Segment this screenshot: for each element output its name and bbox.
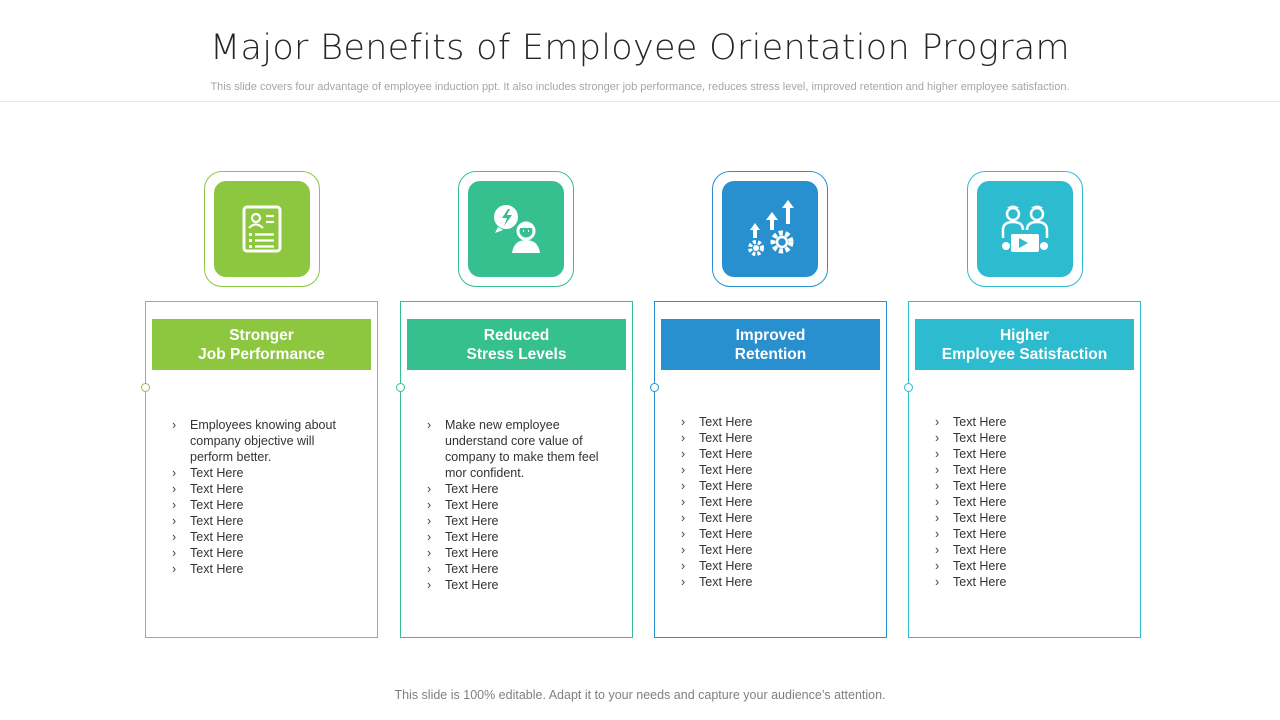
list-item: › Text Here xyxy=(172,497,352,513)
icon-frame-stress-levels xyxy=(458,171,574,287)
resume-document-icon xyxy=(239,204,285,254)
connector-dot xyxy=(141,383,150,392)
list-item: › Text Here xyxy=(935,478,1115,494)
list-item: › Text Here xyxy=(935,558,1115,574)
list-item: › Text Here xyxy=(172,513,352,529)
list-item: › Text Here xyxy=(427,513,607,529)
list-item: › Text Here xyxy=(427,561,607,577)
list-item: › Text Here xyxy=(681,414,861,430)
list-item: › Text Here xyxy=(935,510,1115,526)
card-retention xyxy=(654,301,887,638)
list-item: › Text Here xyxy=(172,561,352,577)
list-item: › Text Here xyxy=(427,529,607,545)
list-item: › Text Here xyxy=(681,574,861,590)
list-item: › Make new employee understand core value of company to make them feel mor confident. xyxy=(427,417,607,481)
list-item: › Text Here xyxy=(681,446,861,462)
slide-title: Major Benefits of Employee Orientation Program xyxy=(210,28,1070,68)
slide-subtitle: This slide covers four advantage of employee induction ppt. It also includes stronger job performance, reduces stress level, improved retention and higher employee satisfaction. xyxy=(210,81,1070,93)
list-item: › Text Here xyxy=(935,430,1115,446)
card-heading: Reduced Stress Levels xyxy=(407,319,626,370)
list-item: › Text Here xyxy=(935,574,1115,590)
connector-dot xyxy=(650,383,659,392)
gears-growth-arrows-icon xyxy=(740,200,800,258)
list-item: › Text Here xyxy=(427,497,607,513)
bullet-list xyxy=(172,417,352,577)
list-item: › Text Here xyxy=(681,478,861,494)
list-item: › Text Here xyxy=(172,465,352,481)
connector-dot xyxy=(396,383,405,392)
list-item: › Text Here xyxy=(681,526,861,542)
list-item: › Text Here xyxy=(172,545,352,561)
card-heading: Improved Retention xyxy=(661,319,880,370)
list-item: › Text Here xyxy=(935,542,1115,558)
list-item: › Text Here xyxy=(172,481,352,497)
connector-dot xyxy=(904,383,913,392)
list-item: › Text Here xyxy=(681,462,861,478)
list-item: › Text Here xyxy=(935,446,1115,462)
list-item: › Text Here xyxy=(681,430,861,446)
list-item: › Text Here xyxy=(427,481,607,497)
list-item: › Employees knowing about company objective will perform better. xyxy=(172,417,352,465)
list-item: › Text Here xyxy=(427,545,607,561)
bullet-list xyxy=(681,414,861,590)
list-item: › Text Here xyxy=(681,510,861,526)
list-item: › Text Here xyxy=(935,462,1115,478)
list-item: › Text Here xyxy=(935,494,1115,510)
icon-tile-stress-levels xyxy=(468,181,564,277)
icon-tile-satisfaction xyxy=(977,181,1073,277)
icon-frame-satisfaction xyxy=(967,171,1083,287)
list-item: › Text Here xyxy=(172,529,352,545)
card-heading: Higher Employee Satisfaction xyxy=(915,319,1134,370)
list-item: › Text Here xyxy=(427,577,607,593)
list-item: › Text Here xyxy=(935,414,1115,430)
list-item: › Text Here xyxy=(681,542,861,558)
list-item: › Text Here xyxy=(681,558,861,574)
bullet-list xyxy=(935,414,1115,590)
icon-tile-job-performance xyxy=(214,181,310,277)
team-presentation-icon xyxy=(997,202,1053,256)
list-item: › Text Here xyxy=(681,494,861,510)
slide-footer: This slide is 100% editable. Adapt it to your needs and capture your audience’s attention. xyxy=(394,688,886,702)
stressed-person-icon xyxy=(488,201,544,257)
icon-tile-retention xyxy=(722,181,818,277)
bullet-list xyxy=(427,417,607,593)
card-stress-levels xyxy=(400,301,633,638)
card-satisfaction xyxy=(908,301,1141,638)
icon-frame-retention xyxy=(712,171,828,287)
icon-frame-job-performance xyxy=(204,171,320,287)
list-item: › Text Here xyxy=(935,526,1115,542)
header-divider xyxy=(0,101,1280,102)
card-job-performance xyxy=(145,301,378,638)
card-heading: Stronger Job Performance xyxy=(152,319,371,370)
